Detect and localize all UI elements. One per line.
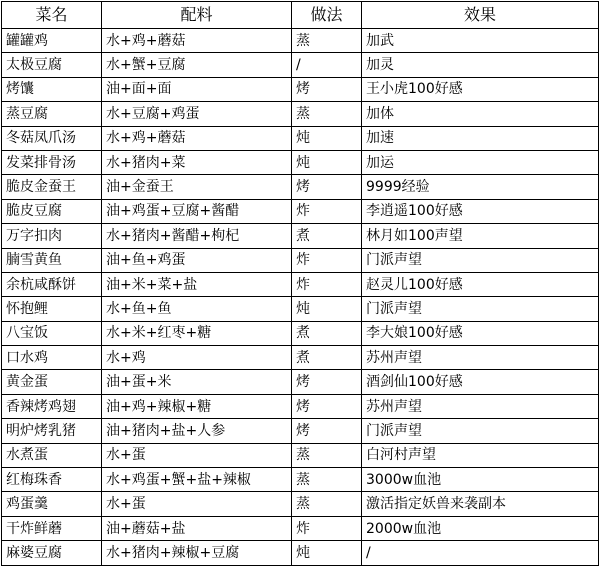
- cell-ingredients: 水+猪肉+辣椒+豆腐: [102, 541, 292, 565]
- cell-method: 炖: [292, 150, 362, 174]
- cell-dish-name: 明炉烤乳猪: [2, 419, 102, 443]
- cell-effect: 2000w血池: [362, 516, 599, 540]
- table-row: [2, 541, 599, 565]
- column-header-name: 菜名: [2, 2, 102, 29]
- cell-effect: 加运: [362, 150, 599, 174]
- cell-dish-name: 脆皮豆腐: [2, 199, 102, 223]
- table-row: [2, 248, 599, 272]
- cell-ingredients: 水+猪肉+酱醋+枸杞: [102, 224, 292, 248]
- table-row: [2, 77, 599, 101]
- cell-effect: 王小虎100好感: [362, 77, 599, 101]
- cell-dish-name: 余杭咸酥饼: [2, 272, 102, 296]
- cell-effect: 激活指定妖兽来袭副本: [362, 492, 599, 516]
- cell-dish-name: 八宝饭: [2, 321, 102, 345]
- table-row: [2, 516, 599, 540]
- cell-method: 蒸: [292, 29, 362, 53]
- cell-method: 炸: [292, 248, 362, 272]
- cell-dish-name: 罐罐鸡: [2, 29, 102, 53]
- cell-effect: 9999经验: [362, 175, 599, 199]
- cell-dish-name: 口水鸡: [2, 346, 102, 370]
- cell-method: 煮: [292, 321, 362, 345]
- table-header: [2, 2, 599, 29]
- table-row: [2, 492, 599, 516]
- cell-ingredients: 水+蛋: [102, 492, 292, 516]
- cell-method: 炸: [292, 516, 362, 540]
- cell-effect: 李大娘100好感: [362, 321, 599, 345]
- cell-method: 蒸: [292, 468, 362, 492]
- table-row: [2, 346, 599, 370]
- cell-ingredients: 水+鸡: [102, 346, 292, 370]
- cell-ingredients: 水+米+红枣+糖: [102, 321, 292, 345]
- table-row: [2, 394, 599, 418]
- cell-method: /: [292, 53, 362, 77]
- cell-ingredients: 油+鸡+辣椒+糖: [102, 394, 292, 418]
- cell-effect: 苏州声望: [362, 394, 599, 418]
- cell-ingredients: 水+鱼+鱼: [102, 297, 292, 321]
- cell-ingredients: 水+鸡蛋+蟹+盐+辣椒: [102, 468, 292, 492]
- cell-method: 炖: [292, 541, 362, 565]
- table-row: [2, 443, 599, 467]
- cell-dish-name: 水煮蛋: [2, 443, 102, 467]
- table-row: [2, 224, 599, 248]
- cell-effect: 白河村声望: [362, 443, 599, 467]
- cell-method: 烤: [292, 175, 362, 199]
- cell-ingredients: 油+鱼+鸡蛋: [102, 248, 292, 272]
- table-row: [2, 150, 599, 174]
- cell-ingredients: 水+蛋: [102, 443, 292, 467]
- cell-effect: 加速: [362, 126, 599, 150]
- table-row: [2, 126, 599, 150]
- cell-dish-name: 太极豆腐: [2, 53, 102, 77]
- cell-effect: 赵灵儿100好感: [362, 272, 599, 296]
- table-row: [2, 321, 599, 345]
- cell-ingredients: 水+鸡+蘑菇: [102, 126, 292, 150]
- cell-dish-name: 麻婆豆腐: [2, 541, 102, 565]
- cell-effect: 加武: [362, 29, 599, 53]
- cell-effect: 苏州声望: [362, 346, 599, 370]
- table-row: [2, 102, 599, 126]
- cell-dish-name: 干炸鲜蘑: [2, 516, 102, 540]
- cell-effect: 加灵: [362, 53, 599, 77]
- cell-ingredients: 水+蟹+豆腐: [102, 53, 292, 77]
- cell-method: 炖: [292, 126, 362, 150]
- cell-method: 烤: [292, 370, 362, 394]
- cell-ingredients: 油+米+菜+盐: [102, 272, 292, 296]
- cell-dish-name: 脆皮金蚕王: [2, 175, 102, 199]
- column-header-effect: 效果: [362, 2, 599, 29]
- recipe-table: [1, 1, 599, 566]
- cell-method: 炸: [292, 199, 362, 223]
- cell-method: 烤: [292, 419, 362, 443]
- table-row: [2, 468, 599, 492]
- cell-dish-name: 黄金蛋: [2, 370, 102, 394]
- cell-effect: 门派声望: [362, 419, 599, 443]
- cell-dish-name: 鸡蛋羹: [2, 492, 102, 516]
- cell-ingredients: 水+猪肉+菜: [102, 150, 292, 174]
- cell-dish-name: 怀抱鲤: [2, 297, 102, 321]
- table-header-row: [2, 2, 599, 29]
- cell-ingredients: 油+鸡蛋+豆腐+酱醋: [102, 199, 292, 223]
- cell-dish-name: 万字扣肉: [2, 224, 102, 248]
- cell-dish-name: 冬菇凤爪汤: [2, 126, 102, 150]
- cell-method: 煮: [292, 224, 362, 248]
- table-row: [2, 199, 599, 223]
- table-body: [2, 29, 599, 566]
- cell-method: 烤: [292, 394, 362, 418]
- cell-method: 蒸: [292, 492, 362, 516]
- table-row: [2, 29, 599, 53]
- cell-ingredients: 水+鸡+蘑菇: [102, 29, 292, 53]
- cell-ingredients: 油+面+面: [102, 77, 292, 101]
- cell-dish-name: 蒸豆腐: [2, 102, 102, 126]
- cell-effect: 加体: [362, 102, 599, 126]
- table-row: [2, 370, 599, 394]
- cell-method: 炸: [292, 272, 362, 296]
- cell-effect: 李逍遥100好感: [362, 199, 599, 223]
- table-row: [2, 53, 599, 77]
- cell-dish-name: 烤馕: [2, 77, 102, 101]
- cell-ingredients: 油+猪肉+盐+人参: [102, 419, 292, 443]
- cell-method: 炖: [292, 297, 362, 321]
- cell-effect: 3000w血池: [362, 468, 599, 492]
- cell-effect: /: [362, 541, 599, 565]
- cell-effect: 门派声望: [362, 248, 599, 272]
- cell-effect: 林月如100声望: [362, 224, 599, 248]
- column-header-ingredients: 配料: [102, 2, 292, 29]
- table-row: [2, 175, 599, 199]
- table-row: [2, 419, 599, 443]
- cell-dish-name: 香辣烤鸡翅: [2, 394, 102, 418]
- cell-method: 烤: [292, 77, 362, 101]
- cell-ingredients: 油+蘑菇+盐: [102, 516, 292, 540]
- cell-method: 蒸: [292, 102, 362, 126]
- cell-method: 煮: [292, 346, 362, 370]
- column-header-method: 做法: [292, 2, 362, 29]
- cell-ingredients: 油+金蚕王: [102, 175, 292, 199]
- cell-method: 蒸: [292, 443, 362, 467]
- cell-dish-name: 发菜排骨汤: [2, 150, 102, 174]
- cell-dish-name: 红梅珠香: [2, 468, 102, 492]
- cell-dish-name: 腩雪黄鱼: [2, 248, 102, 272]
- cell-effect: 门派声望: [362, 297, 599, 321]
- cell-ingredients: 油+蛋+米: [102, 370, 292, 394]
- table-row: [2, 297, 599, 321]
- table-row: [2, 272, 599, 296]
- cell-effect: 酒剑仙100好感: [362, 370, 599, 394]
- cell-ingredients: 水+豆腐+鸡蛋: [102, 102, 292, 126]
